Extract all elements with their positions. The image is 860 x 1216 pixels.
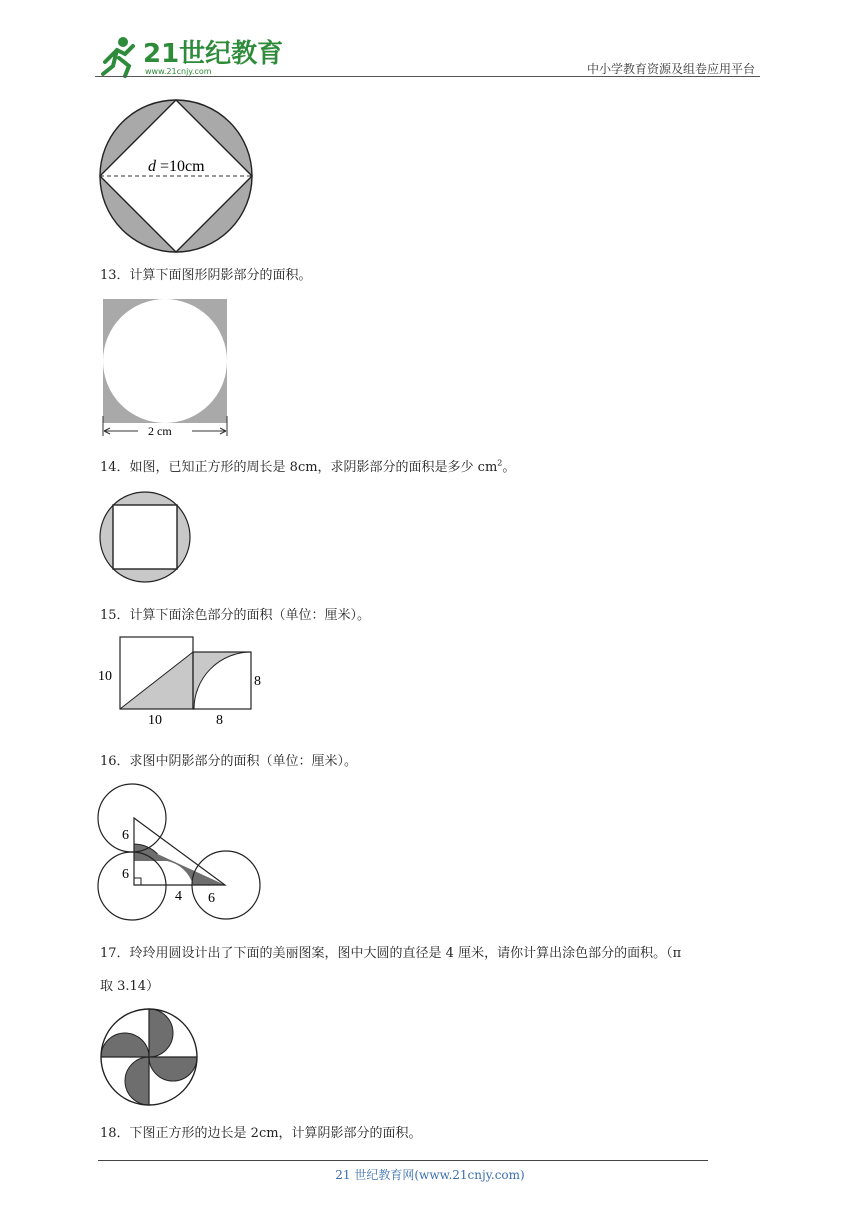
question-14-sup: 2 bbox=[497, 458, 503, 468]
dimension-label: 2 cm bbox=[148, 424, 172, 438]
logo-url: www.21cnjy.com bbox=[145, 67, 212, 76]
figure-two-squares bbox=[96, 634, 271, 730]
footer-divider bbox=[98, 1160, 708, 1161]
question-14-end: 。 bbox=[502, 460, 516, 475]
figure-circle-inscribed-square bbox=[98, 490, 193, 585]
label-bottom-10: 10 bbox=[148, 713, 162, 728]
label-side-6-upper: 6 bbox=[122, 828, 129, 843]
label-right-8: 8 bbox=[254, 674, 261, 689]
question-13: 13．计算下面图形阴影部分的面积。 bbox=[100, 268, 312, 283]
label-bottom-8: 8 bbox=[216, 713, 223, 728]
label-radius-6: 6 bbox=[208, 891, 215, 906]
question-15: 15．计算下面涂色部分的面积（单位：厘米）。 bbox=[100, 608, 371, 623]
label-side-4: 4 bbox=[175, 889, 182, 904]
logo-text: 21世纪教育 bbox=[143, 39, 284, 69]
question-17-line-1: 17．玲玲用圆设计出了下面的美丽图案，图中大圆的直径是 4 厘米，请你计算出涂色部分的面积。（π bbox=[100, 946, 682, 961]
figure-square-circle bbox=[98, 296, 232, 438]
label-side-6-lower: 6 bbox=[122, 867, 129, 882]
question-18: 18．下图正方形的边长是 2cm，计算阴影部分的面积。 bbox=[100, 1126, 422, 1141]
figure-three-circles-triangle bbox=[96, 782, 264, 924]
runner-icon bbox=[103, 37, 133, 76]
header-divider bbox=[95, 76, 760, 77]
question-14-text: 14．如图，已知正方形的周长是 8cm，求阴影部分的面积是多少 cm bbox=[100, 460, 498, 475]
figure-pinwheel bbox=[98, 1006, 200, 1108]
question-17-line-2: 取 3.14） bbox=[100, 979, 160, 994]
platform-title: 中小学教育资源及组卷应用平台 bbox=[586, 62, 755, 76]
question-16: 16．求图中阴影部分的面积（单位：厘米）。 bbox=[100, 754, 358, 769]
footer-link[interactable]: 21 世纪教育网(www.21cnjy.com) bbox=[335, 1168, 525, 1182]
diameter-label-d: d bbox=[148, 158, 156, 175]
diameter-label-value: =10cm bbox=[160, 158, 205, 175]
site-logo bbox=[95, 32, 284, 82]
label-left-10: 10 bbox=[98, 669, 112, 684]
figure-circle-square bbox=[98, 98, 256, 256]
question-14 bbox=[100, 456, 515, 475]
